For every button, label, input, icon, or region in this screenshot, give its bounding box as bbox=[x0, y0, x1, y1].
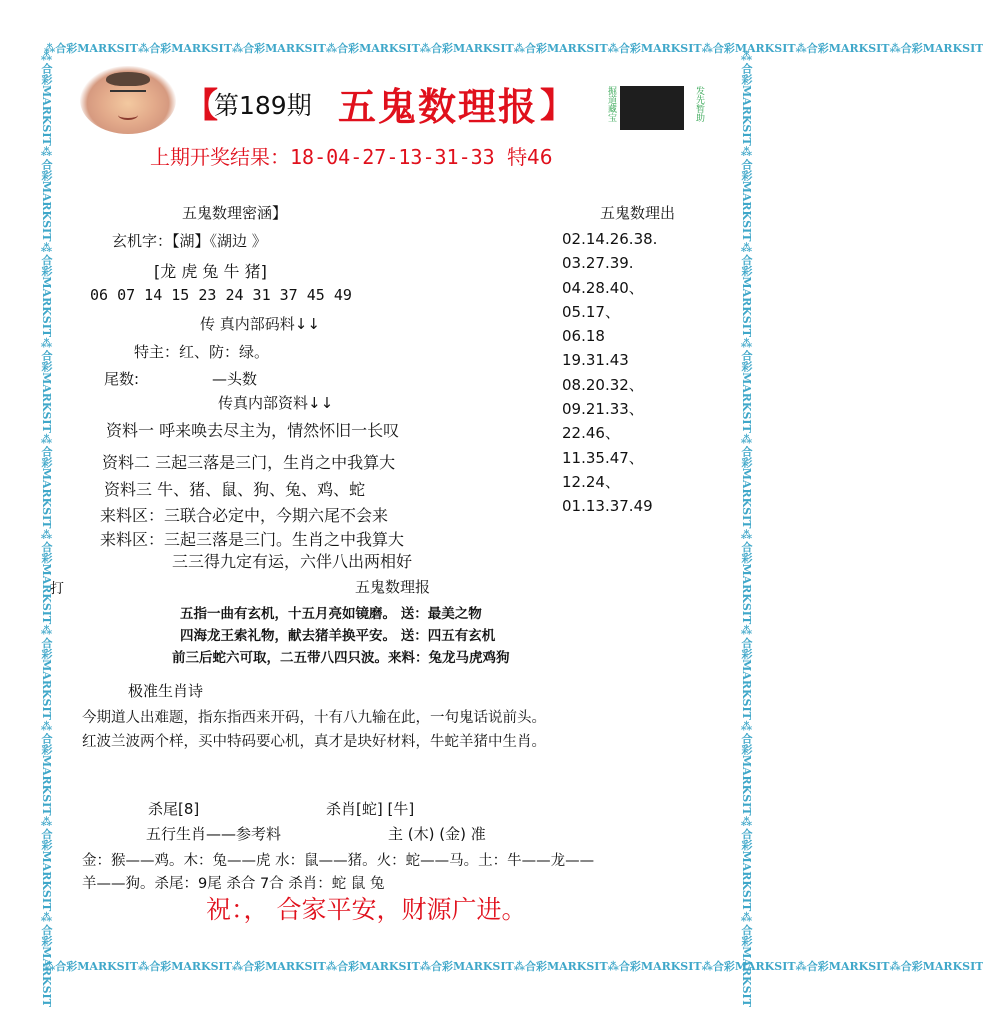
poem-line-1: 今期道人出难题，指东指西来开码，十有八九输在此，一句鬼话说前头。 bbox=[82, 710, 546, 726]
side-mark: 打 bbox=[50, 581, 64, 597]
number-list: 06 07 14 15 23 24 31 37 45 49 bbox=[90, 286, 352, 304]
bracket-left: 【 bbox=[184, 86, 218, 126]
material-2: 资料二 三起三落是三门，生肖之中我算大 bbox=[102, 453, 396, 472]
qr-code bbox=[620, 86, 684, 130]
number-group: 02.14.26.38. bbox=[562, 230, 658, 248]
number-group-list bbox=[562, 227, 712, 519]
number-group: 01.13.37.49 bbox=[562, 497, 653, 516]
number-group: 03.27.39. bbox=[562, 254, 634, 273]
number-group: 06.18 bbox=[562, 327, 605, 346]
number-group: 12.24、 bbox=[562, 472, 620, 491]
border-watermark-right: ⁂合彩MARKSIT⁂合彩MARKSIT⁂合彩MARKSIT⁂合彩MARKSIT⁂合彩MARKSIT⁂合彩MARKSIT⁂合彩MARKSIT⁂合彩MARKSIT⁂合彩MARKSIT⁂合彩MARKSIT bbox=[740, 50, 753, 1007]
subtitle: 五鬼数理报 bbox=[355, 578, 431, 596]
zodiac-list: [龙 虎 兔 牛 猪] bbox=[154, 262, 267, 281]
elements-reference: 五行生肖——参考料 bbox=[146, 825, 282, 843]
poem-title: 极准生肖诗 bbox=[128, 682, 204, 700]
incoming-1: 来料区：三联合必定中，今期六尾不会来 bbox=[100, 506, 389, 525]
mystery-word: 玄机字：【湖】《湖边 》 bbox=[112, 232, 267, 250]
material-1: 资料一 呼来唤去尽主为，情然怀旧一长叹 bbox=[106, 421, 400, 440]
avatar bbox=[80, 66, 176, 134]
tail-value: —头数 bbox=[212, 370, 258, 388]
last-result-label: 上期开奖结果： bbox=[150, 145, 290, 169]
main-element: 主 (木) (金) 准 bbox=[388, 825, 486, 843]
fax-internal-heading-2: 传真内部资料↓↓ bbox=[218, 394, 334, 412]
bracket-right: 】 bbox=[540, 86, 574, 126]
number-group: 19.31.43 bbox=[562, 351, 629, 370]
verse-line-3: 前三后蛇六可取，二五带八四只波。来料：兔龙马虎鸡狗 bbox=[172, 650, 510, 666]
border-watermark-top: ⁂合彩MARKSIT⁂合彩MARKSIT⁂合彩MARKSIT⁂合彩MARKSIT⁂合彩MARKSIT⁂合彩MARKSIT⁂合彩MARKSIT⁂合彩MARKSIT⁂合彩MARKSIT⁂合彩MARKSIT bbox=[44, 42, 983, 55]
elements-line-2: 羊——狗。杀尾：9尾 杀合 7合 杀肖：蛇 鼠 兔 bbox=[82, 876, 385, 892]
kill-tail: 杀尾[8] bbox=[148, 800, 200, 818]
number-group: 22.46、 bbox=[562, 424, 620, 443]
number-group: 05.17、 bbox=[562, 302, 620, 321]
incoming-3: 三三得九定有运，六伴八出两相好 bbox=[172, 552, 413, 571]
elements-line-1: 金：猴——鸡。木：兔——虎 水：鼠——猪。火：蛇——马。土：牛——龙—— bbox=[82, 853, 595, 869]
verse-line-2: 四海龙王索礼物，献去猪羊换平安。 送：四五有玄机 bbox=[180, 628, 496, 644]
right-heading: 五鬼数理出 bbox=[600, 204, 676, 222]
qr-left-caption: 掘道藏宝 bbox=[606, 86, 616, 122]
last-result-numbers: 18-04-27-13-31-33 bbox=[290, 145, 495, 169]
fax-internal-heading-1: 传 真内部码料↓↓ bbox=[200, 315, 320, 333]
special-line: 特主：红、防：绿。 bbox=[134, 343, 270, 361]
number-group: 09.21.33、 bbox=[562, 400, 644, 419]
border-watermark-left: ⁂合彩MARKSIT⁂合彩MARKSIT⁂合彩MARKSIT⁂合彩MARKSIT⁂合彩MARKSIT⁂合彩MARKSIT⁂合彩MARKSIT⁂合彩MARKSIT⁂合彩MARKSIT⁂合彩MARKSIT bbox=[40, 50, 53, 1007]
number-group: 08.20.32、 bbox=[562, 375, 644, 394]
number-group: 11.35.47、 bbox=[562, 448, 644, 467]
number-group: 04.28.40、 bbox=[562, 278, 644, 297]
last-result-special: 特46 bbox=[507, 145, 553, 169]
tail-label: 尾数: bbox=[104, 370, 140, 388]
kill-zodiac: 杀肖[蛇] [牛] bbox=[326, 800, 415, 818]
qr-area bbox=[600, 84, 712, 132]
issue-number: 第189期 bbox=[214, 91, 312, 120]
verse-line-1: 五指一曲有玄机，十五月亮如镜磨。 送：最美之物 bbox=[180, 606, 482, 622]
poem-line-2: 红波兰波两个样，买中特码要心机，真才是块好材料，牛蛇羊猪中生肖。 bbox=[82, 734, 546, 750]
material-3: 资料三 牛、猪、鼠、狗、兔、鸡、蛇 bbox=[104, 480, 366, 499]
footer-blessing: 祝：， 合家平安，财源广进。 bbox=[206, 895, 527, 924]
incoming-2: 来料区：三起三落是三门。生肖之中我算大 bbox=[100, 530, 405, 549]
page-title: 五鬼数理报 bbox=[338, 84, 539, 129]
section-heading: 五鬼数理密涵】 bbox=[182, 204, 288, 222]
qr-right-caption: 发先暂助 bbox=[694, 86, 704, 122]
border-watermark-bottom: ⁂合彩MARKSIT⁂合彩MARKSIT⁂合彩MARKSIT⁂合彩MARKSIT⁂合彩MARKSIT⁂合彩MARKSIT⁂合彩MARKSIT⁂合彩MARKSIT⁂合彩MARKSIT⁂合彩MARKSIT bbox=[44, 960, 983, 973]
